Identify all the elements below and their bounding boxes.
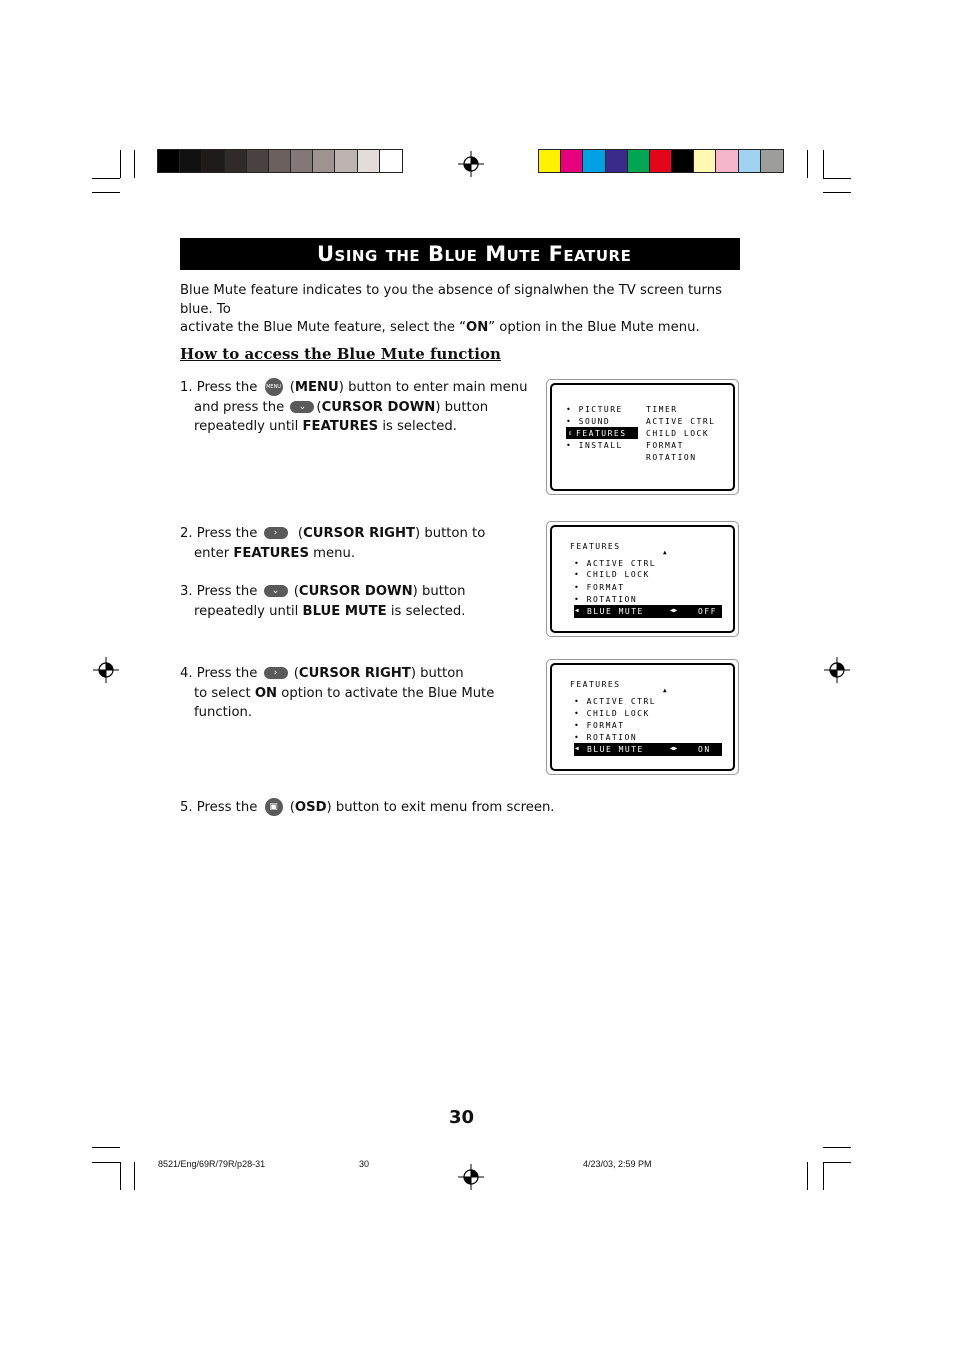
menu-item: • ROTATION — [574, 733, 638, 742]
footer-page: 30 — [359, 1159, 370, 1169]
menu-item-selected: ◀ BLUE MUTE ◀▶ ON — [574, 743, 722, 756]
registration-mark-icon — [824, 657, 850, 683]
crop-mark — [92, 192, 120, 193]
crop-mark — [823, 178, 851, 179]
color-swatch — [225, 150, 247, 172]
color-swatch — [606, 150, 628, 172]
intro-line: activate the Blue Mute feature, select the “ON” option in the Blue Mute menu. — [180, 320, 700, 335]
submenu-item: ROTATION — [646, 453, 697, 462]
crop-mark — [134, 150, 135, 178]
cursor-down-button-icon: ⌄ — [264, 585, 288, 597]
color-swatch — [739, 150, 761, 172]
submenu-item: TIMER — [646, 405, 678, 414]
menu-header: FEATURES — [570, 542, 621, 551]
step-1: 1. Press the MENU (MENU) button to enter main menu and press the ⌄ (CURSOR DOWN) button repeatedly until FEATURES is selected. — [180, 380, 528, 434]
left-right-arrow-icon: ◀▶ — [670, 745, 678, 752]
footer-file: 8521/Eng/69R/79R/p28-31 — [158, 1159, 266, 1169]
color-swatch — [380, 150, 402, 172]
color-swatch — [561, 150, 583, 172]
menu-item: • SOUND — [566, 417, 611, 426]
menu-item: • ROTATION — [574, 595, 638, 604]
menu-item: • ACTIVE CTRL — [574, 559, 657, 568]
crop-mark — [823, 1162, 851, 1163]
crop-mark — [120, 1162, 121, 1190]
menu-item: • ACTIVE CTRL — [574, 697, 657, 706]
left-arrow-icon: ◀ — [575, 745, 581, 752]
left-right-arrow-icon: ◀▶ — [670, 607, 678, 614]
grayscale-color-bar — [157, 149, 403, 173]
color-swatch — [761, 150, 783, 172]
submenu-item: FORMAT — [646, 441, 684, 450]
step-4: 4. Press the › (CURSOR RIGHT) button to select ON option to activate the Blue Mute function. — [180, 666, 495, 720]
crop-mark — [92, 1147, 120, 1148]
crop-mark — [823, 1162, 824, 1190]
crop-mark — [823, 1147, 851, 1148]
color-swatch — [247, 150, 269, 172]
registration-mark-icon — [93, 657, 119, 683]
up-arrow-icon: ▲ — [663, 549, 669, 556]
crop-mark — [823, 192, 851, 193]
color-swatch — [539, 150, 561, 172]
tv-screen-main-menu — [546, 379, 739, 495]
color-swatch — [672, 150, 694, 172]
color-swatch — [180, 150, 202, 172]
crop-mark — [92, 178, 120, 179]
menu-item: • CHILD LOCK — [574, 570, 650, 579]
crop-mark — [134, 1162, 135, 1190]
color-swatch — [694, 150, 716, 172]
option-value: OFF — [698, 607, 717, 616]
tv-screen-features-on — [546, 659, 739, 775]
osd-button-icon: ▣ — [265, 798, 283, 816]
menu-item-selected: ◀ BLUE MUTE ◀▶ OFF — [574, 605, 722, 618]
step-5: 5. Press the ▣ (OSD) button to exit menu from screen. — [180, 800, 555, 815]
registration-mark-icon — [458, 1164, 484, 1190]
menu-item: • FORMAT — [574, 583, 625, 592]
crop-mark — [92, 1162, 120, 1163]
crop-mark — [823, 150, 824, 178]
menu-item: • INSTALL — [566, 441, 623, 450]
submenu-item: ACTIVE CTRL — [646, 417, 716, 426]
step-2: 2. Press the › (CURSOR RIGHT) button to enter FEATURES menu. — [180, 526, 486, 561]
menu-item: • CHILD LOCK — [574, 709, 650, 718]
menu-header: FEATURES — [570, 680, 621, 689]
color-swatch — [628, 150, 650, 172]
submenu-item: CHILD LOCK — [646, 429, 710, 438]
cursor-right-button-icon: › — [264, 527, 288, 539]
cursor-down-button-icon: ⌄ — [290, 401, 314, 413]
color-swatch — [716, 150, 738, 172]
menu-item: • PICTURE — [566, 405, 623, 414]
cursor-right-button-icon: › — [264, 667, 288, 679]
up-arrow-icon: ▲ — [663, 687, 669, 694]
tv-screen-features-off — [546, 521, 739, 637]
color-swatch — [291, 150, 313, 172]
crop-mark — [807, 150, 808, 178]
registration-mark-icon — [458, 151, 484, 177]
option-value: ON — [698, 745, 711, 754]
crop-mark — [120, 150, 121, 178]
color-swatch — [358, 150, 380, 172]
left-arrow-icon: ◀ — [575, 607, 581, 614]
color-calibration-bar — [538, 149, 784, 173]
crop-mark — [807, 1162, 808, 1190]
color-swatch — [269, 150, 291, 172]
color-swatch — [335, 150, 357, 172]
step-3: 3. Press the ⌄ (CURSOR DOWN) button repeatedly until BLUE MUTE is selected. — [180, 584, 466, 619]
menu-item: • FORMAT — [574, 721, 625, 730]
color-swatch — [202, 150, 224, 172]
intro-line: Blue Mute feature indicates to you the absence of signalwhen the TV screen turns blue. To — [180, 283, 722, 317]
color-swatch — [313, 150, 335, 172]
color-swatch — [158, 150, 180, 172]
updown-arrow-icon: ⇕ — [568, 429, 573, 437]
section-heading: How to access the Blue Mute function — [180, 345, 501, 363]
color-swatch — [583, 150, 605, 172]
intro-paragraph — [180, 282, 740, 338]
page-number: 30 — [449, 1107, 475, 1128]
page-title: Using the Blue Mute Feature — [180, 238, 740, 270]
color-swatch — [650, 150, 672, 172]
menu-button-icon: MENU — [265, 378, 283, 396]
menu-item-selected: ⇕ FEATURES — [566, 427, 638, 439]
footer-date: 4/23/03, 2:59 PM — [583, 1159, 652, 1169]
